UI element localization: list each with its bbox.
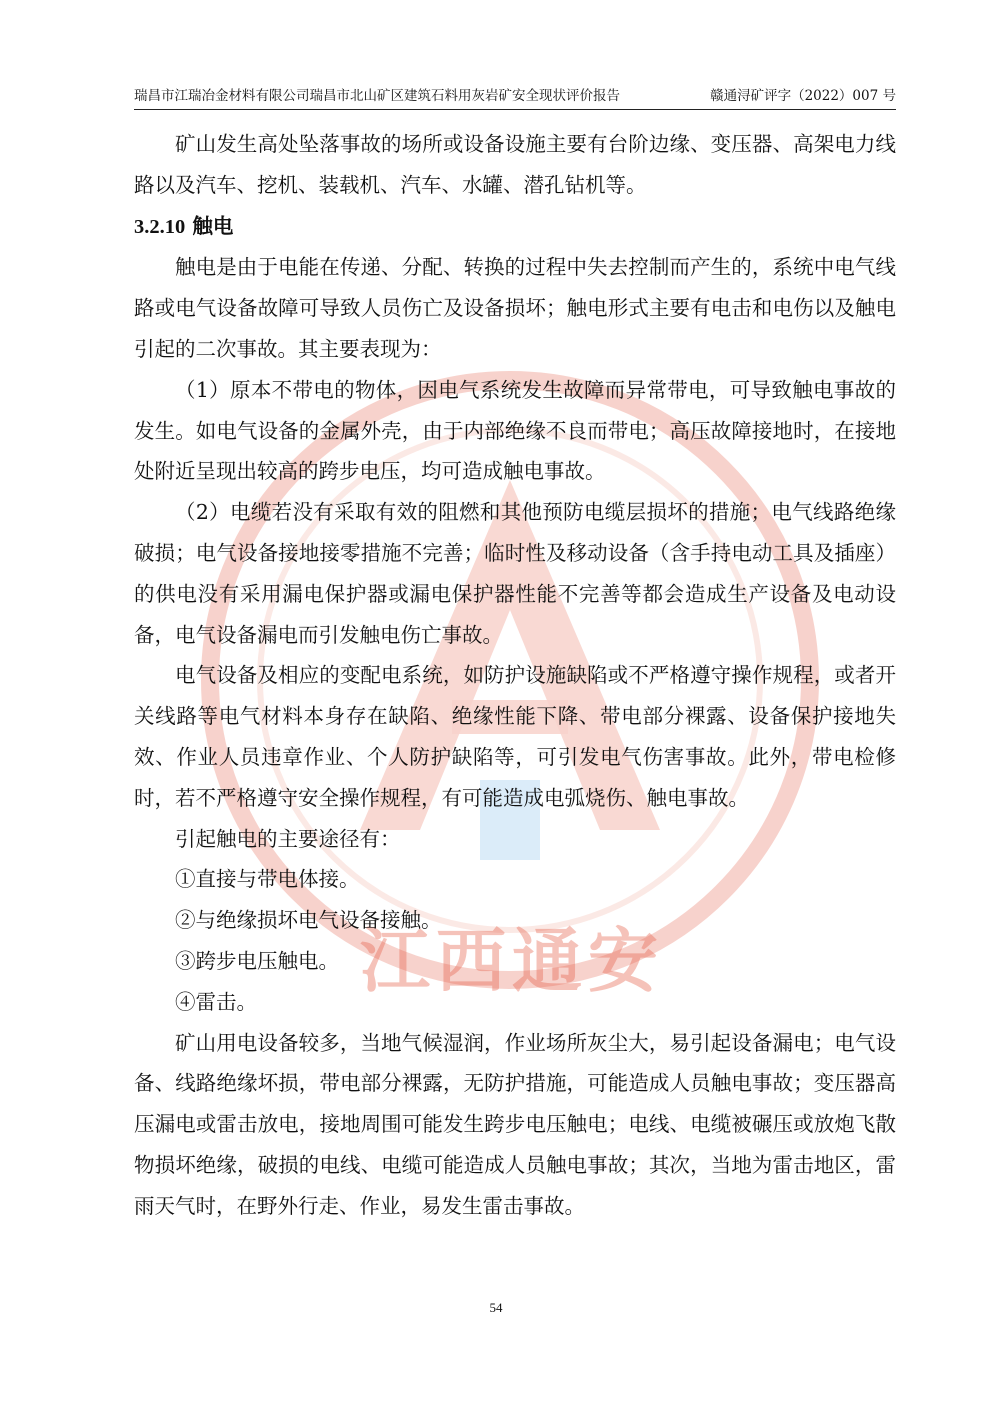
paragraph-mine-conditions: 矿山用电设备较多，当地气候湿润，作业场所灰尘大，易引起设备漏电；电气设备、线路绝缘坏损，带电部分裸露，无防护措施，可能造成人员触电事故；变压器高压漏电或雷击放电，接地周围可能发生跨步电压触电；电线、电缆被碾压或放炮飞散物损坏绝缘，破损的电线、电缆可能造成人员触电事故；其次，当地为雷击地区，雷雨天气时，在野外行走、作业，易发生雷击事故。 <box>134 1030 896 1218</box>
paragraph-equipment: 电气设备及相应的变配电系统，如防护设施缺陷或不严格遵守操作规程，或者开关线路等电气材料本身存在缺陷、绝缘性能下降、带电部分裸露、设备保护接地失效、作业人员违章作业、个人防护缺陷等，可引发电气伤害事故。此外，带电检修时，若不严格遵守安全操作规程，有可能造成电弧烧伤、触电事故。 <box>134 663 896 810</box>
paragraph-electrocution-intro: 触电是由于电能在传递、分配、转换的过程中失去控制而产生的，系统中电气线路或电气设备故障可导致人员伤亡及设备损坏；触电形式主要有电击和电伤以及触电引起的二次事故。其主要表现为： <box>134 255 896 361</box>
header-report-title: 瑞昌市江瑞冶金材料有限公司瑞昌市北山矿区建筑石料用灰岩矿安全现状评价报告 <box>134 88 620 104</box>
section-number: 3.2.10 <box>134 215 186 238</box>
section-title: 触电 <box>192 213 234 238</box>
paragraph-item-1: （1）原本不带电的物体，因电气系统发生故障而异常带电，可导致触电事故的发生。如电气设备的金属外壳，由于内部绝缘不良而带电；高压故障接地时，在接地处附近呈现出较高的跨步电压，均可造成触电事故。 <box>134 377 896 484</box>
section-heading <box>134 206 896 248</box>
page-header <box>134 88 896 104</box>
page-body <box>134 124 896 1227</box>
paragraph-item-2: （2）电缆若没有采取有效的阻燃和其他预防电缆层损坏的措施；电气线路绝缘破损；电气设备接地接零措施不完善；临时性及移动设备（含手持电动工具及插座）的供电没有采用漏电保护器或漏电保护器性能不完善等都会造成生产设备及电动设备，电气设备漏电而引发触电伤亡事故。 <box>134 500 896 647</box>
paragraph-fall-hazard: 矿山发生高处坠落事故的场所或设备设施主要有台阶边缘、变压器、高架电力线路以及汽车、挖机、装载机、汽车、水罐、潜孔钻机等。 <box>134 132 896 197</box>
page-number: 54 <box>489 1300 503 1315</box>
header-report-number: 赣通浔矿评字（2022）007 号 <box>710 88 896 104</box>
list-item: ②与绝缘损坏电气设备接触。 <box>175 908 442 933</box>
list-item: ③跨步电压触电。 <box>175 948 339 973</box>
list-item: ①直接与带电体接。 <box>175 867 360 892</box>
list-item: ④雷击。 <box>175 989 257 1014</box>
paragraph-routes-intro: 引起触电的主要途径有： <box>175 826 401 851</box>
header-divider <box>134 109 896 110</box>
watermark-text: 江西通安 <box>360 920 664 1002</box>
